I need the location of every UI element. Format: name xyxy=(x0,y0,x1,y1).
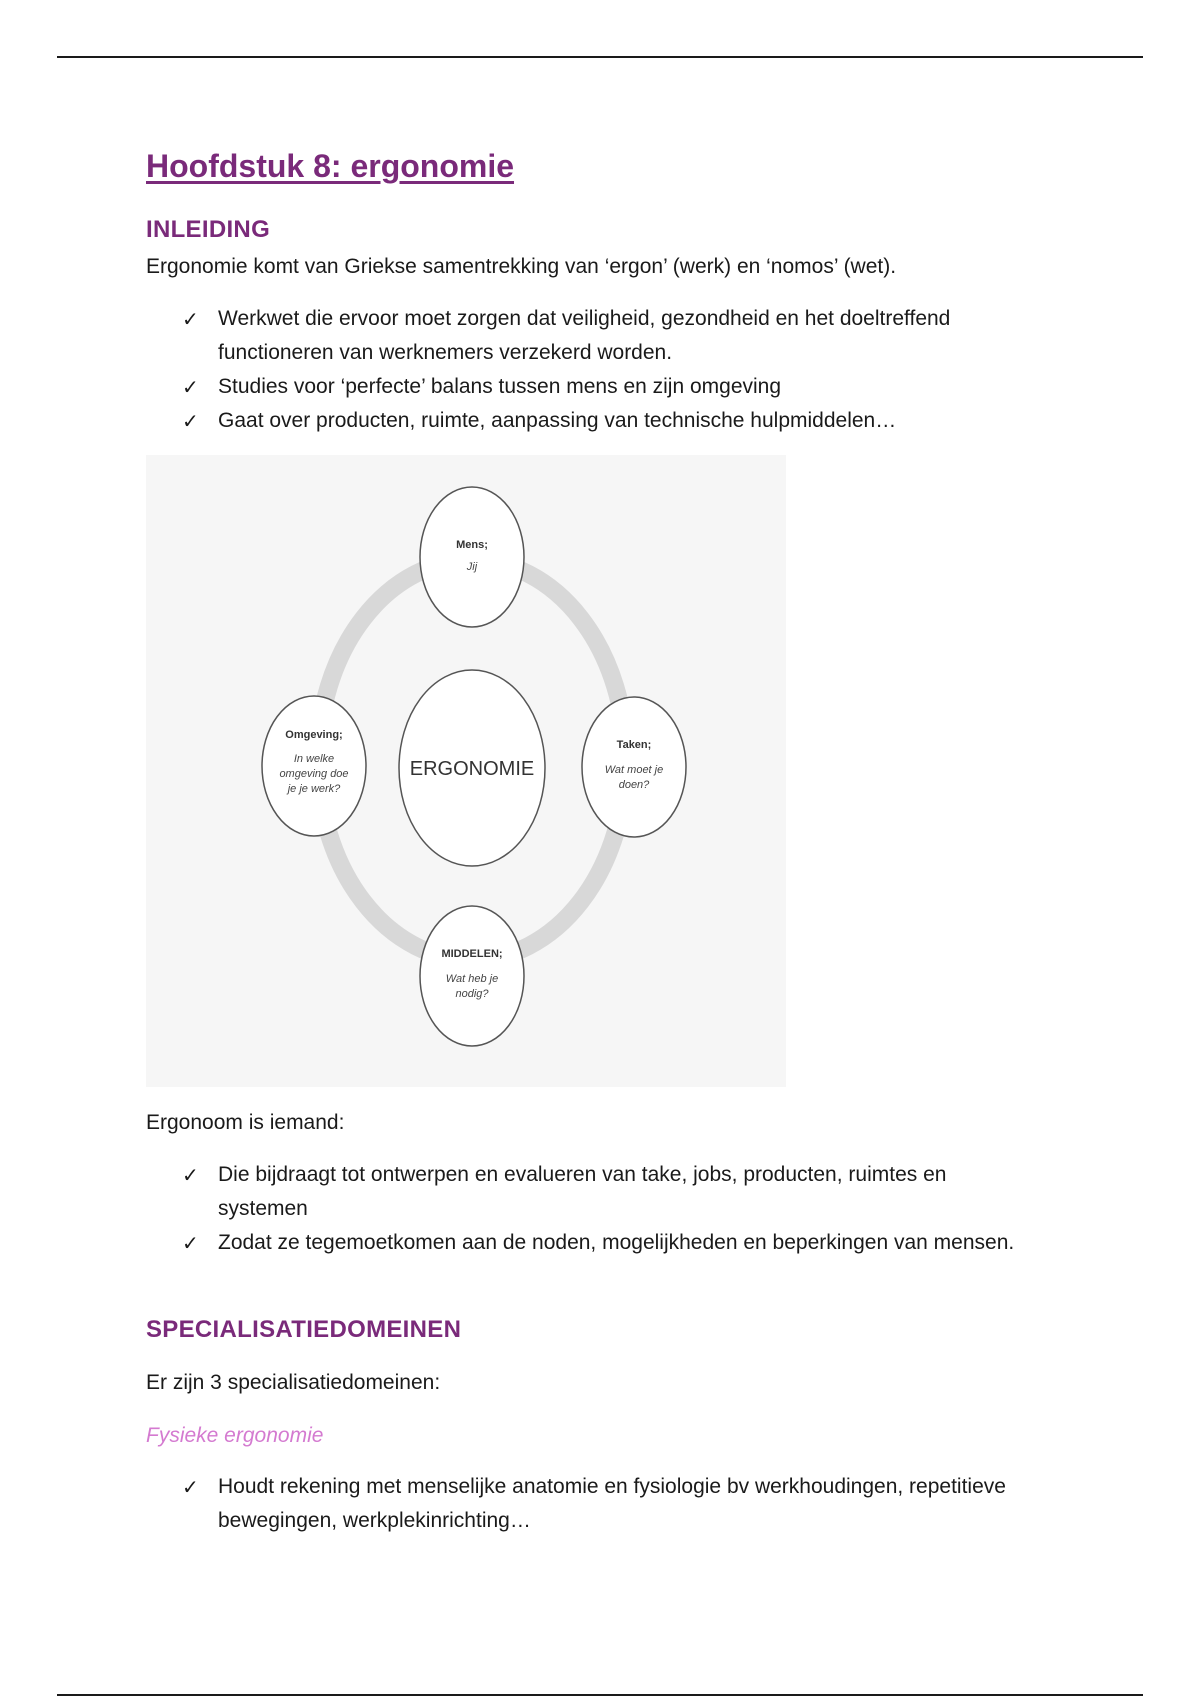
list-item: ✓ Gaat over producten, ruimte, aanpassing van technische hulpmiddelen… xyxy=(182,404,1042,438)
node-mens xyxy=(420,487,524,627)
bottom-rule xyxy=(57,1694,1143,1696)
node-mens-sub: Jij xyxy=(466,561,478,573)
node-middelen-label: MIDDELEN; xyxy=(441,948,503,960)
list-item: ✓ Die bijdraagt tot ontwerpen en evalueren van take, jobs, producten, ruimtes en systemen xyxy=(182,1158,1042,1226)
ergonoom-list xyxy=(182,1158,1042,1260)
node-taken-label: Taken; xyxy=(616,739,652,751)
check-icon: ✓ xyxy=(182,1231,199,1255)
check-icon: ✓ xyxy=(182,1475,199,1499)
node-taken-sub2: doen? xyxy=(618,779,650,791)
specialisatie-intro: Er zijn 3 specialisatiedomeinen: xyxy=(146,1371,441,1394)
node-taken-sub1: Wat moet je xyxy=(604,764,664,776)
node-omgeving xyxy=(262,696,366,836)
subheading-fysieke-ergonomie: Fysieke ergonomie xyxy=(146,1424,324,1447)
node-mens-label: Mens; xyxy=(456,539,488,551)
heading-inleiding: INLEIDING xyxy=(146,216,271,243)
list-item: ✓ Werkwet die ervoor moet zorgen dat veiligheid, gezondheid en het doeltreffend functioneren van werknemers verzekerd worden. xyxy=(182,302,1042,370)
check-icon: ✓ xyxy=(182,307,199,331)
node-omgeving-label: Omgeving; xyxy=(285,729,343,741)
node-middelen-sub1: Wat heb je xyxy=(445,973,499,985)
inleiding-intro: Ergonomie komt van Griekse samentrekking van ‘ergon’ (werk) en ‘nomos’ (wet). xyxy=(146,255,897,278)
list-item: ✓ Studies voor ‘perfecte’ balans tussen mens en zijn omgeving xyxy=(182,370,1042,404)
node-omgeving-sub1: In welke xyxy=(293,753,335,765)
fysieke-ergonomie-list xyxy=(182,1470,1042,1538)
ergonomie-diagram-svg xyxy=(146,455,786,1087)
node-middelen-sub2: nodig? xyxy=(455,988,489,1000)
check-icon: ✓ xyxy=(182,1163,199,1187)
heading-specialisatiedomeinen: SPECIALISATIEDOMEINEN xyxy=(146,1316,462,1343)
list-item: ✓ Houdt rekening met menselijke anatomie en fysiologie bv werkhoudingen, repetitieve bewegingen, werkplekinrichting… xyxy=(182,1470,1042,1538)
ergonomie-diagram xyxy=(146,455,786,1087)
node-omgeving-sub2: omgeving doe xyxy=(279,768,349,780)
node-omgeving-sub3: je je werk? xyxy=(287,783,341,795)
page-title: Hoofdstuk 8: ergonomie xyxy=(146,148,515,184)
top-rule xyxy=(57,56,1143,58)
center-label: ERGONOMIE xyxy=(409,758,535,780)
inleiding-list xyxy=(182,302,1042,438)
check-icon: ✓ xyxy=(182,409,199,433)
list-item: ✓ Zodat ze tegemoetkomen aan de noden, mogelijkheden en beperkingen van mensen. xyxy=(182,1226,1042,1260)
check-icon: ✓ xyxy=(182,375,199,399)
ergonoom-intro: Ergonoom is iemand: xyxy=(146,1111,345,1134)
